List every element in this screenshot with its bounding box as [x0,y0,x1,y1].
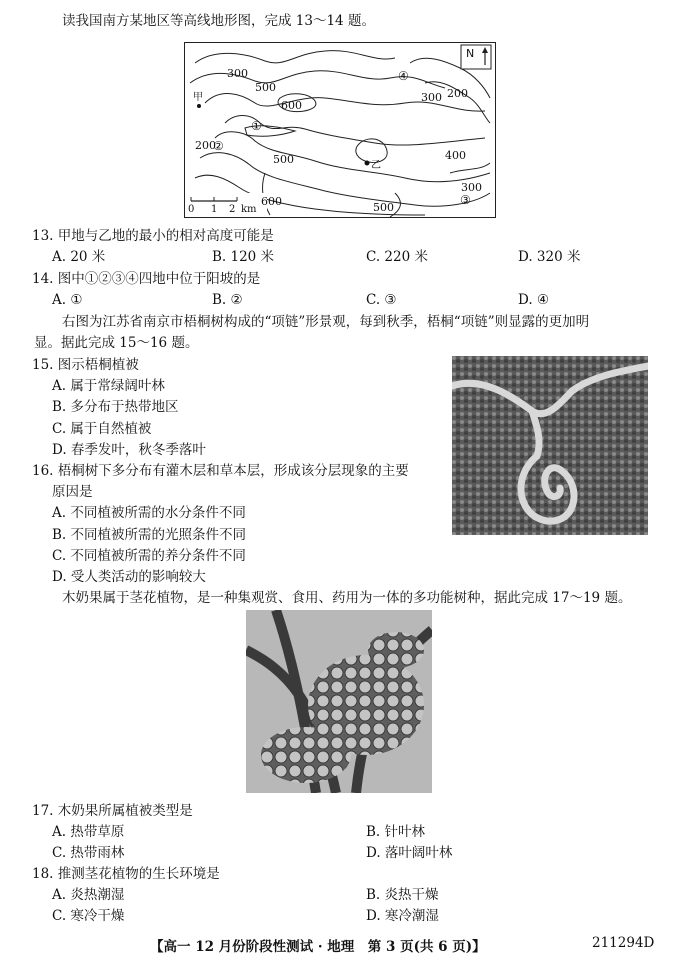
point-3-label: ③ [460,193,471,207]
scale-tick: 2 [229,204,236,215]
contour-label: 600 [261,195,282,208]
contour-label: 600 [281,99,302,112]
q14-stem: 14. 图中①②③④四地中位于阳坡的是 [32,271,261,287]
q14-option-c: C. ③ [366,292,397,308]
q14-option-a: A. ① [52,292,83,308]
q16-option-a: A. 不同植被所需的水分条件不同 [52,505,246,521]
scale-tick: 1 [211,204,218,215]
contour-label: 400 [445,149,466,162]
contour-label: 300 [227,67,248,80]
intro-15-16-line1: 右图为江苏省南京市梧桐树构成的“项链”形景观，每到秋季，梧桐“项链”则显露的更加明 [62,314,590,330]
q16-stem-line2: 原因是 [52,484,93,500]
intro-13-14: 读我国南方某地区等高线地形图，完成 13～14 题。 [62,13,375,29]
contour-label: 300 [421,91,442,104]
q17-stem: 17. 木奶果所属植被类型是 [32,803,193,819]
contour-label: 500 [273,153,294,166]
q15-option-a: A. 属于常绿阔叶林 [52,378,165,394]
point-2-label: ② [213,139,224,153]
point-yi-label: 乙 [371,160,381,171]
q18-option-c: C. 寒冷干燥 [52,908,125,924]
intro-15-16-line2: 显。据此完成 15～16 题。 [34,335,199,351]
contour-label: 200 [447,87,468,100]
contour-label: 300 [461,181,482,194]
q18-option-b: B. 炎热干燥 [366,887,439,903]
q14-option-d: D. ④ [518,292,550,308]
point-1-label: ① [251,119,262,133]
q16-stem-line1: 16. 梧桐树下多分布有灌木层和草本层，形成该分层现象的主要 [32,463,409,479]
q15-option-d: D. 春季发叶，秋冬季落叶 [52,442,206,458]
q17-option-b: B. 针叶林 [366,824,426,840]
q14-option-b: B. ② [212,292,243,308]
q16-option-c: C. 不同植被所需的养分条件不同 [52,548,246,564]
q13-option-b: B. 120 米 [212,249,275,265]
q15-stem: 15. 图示梧桐植被 [32,357,139,373]
point-jia-label: 甲 [193,92,203,103]
q16-option-d: D. 受人类活动的影响较大 [52,569,206,585]
q18-stem: 18. 推测茎花植物的生长环境是 [32,866,220,882]
q13-option-c: C. 220 米 [366,249,428,265]
scale-tick: 0 [188,204,195,215]
page-footer: 【高一 12 月份阶段性测试 · 地理 第 3 页(共 6 页)】 [150,939,486,955]
wutong-necklace-photo [452,356,648,535]
contour-label: 200 [195,139,216,152]
q13-stem: 13. 甲地与乙地的最小的相对高度可能是 [32,228,274,244]
q17-option-d: D. 落叶阔叶林 [366,845,453,861]
q15-option-b: B. 多分布于热带地区 [52,399,179,415]
north-label: N [466,47,475,60]
q18-option-d: D. 寒冷潮湿 [366,908,439,924]
q17-option-a: A. 热带草原 [52,824,125,840]
contour-map [184,42,496,218]
q13-option-a: A. 20 米 [52,249,106,265]
scale-unit: km [241,204,257,215]
q18-option-a: A. 炎热潮湿 [52,887,125,903]
contour-label: 500 [255,81,276,94]
q15-option-c: C. 属于自然植被 [52,421,152,437]
q13-option-d: D. 320 米 [518,249,581,265]
point-4-label: ④ [398,69,409,83]
contour-label: 500 [373,201,394,214]
q16-option-b: B. 不同植被所需的光照条件不同 [52,527,247,543]
q17-option-c: C. 热带雨林 [52,845,125,861]
intro-17-19: 木奶果属于茎花植物，是一种集观赏、食用、药用为一体的多功能树种，据此完成 17～19 题。 [62,590,632,606]
document-code: 211294D [592,935,655,951]
baccaurea-fruit-photo [246,610,432,793]
